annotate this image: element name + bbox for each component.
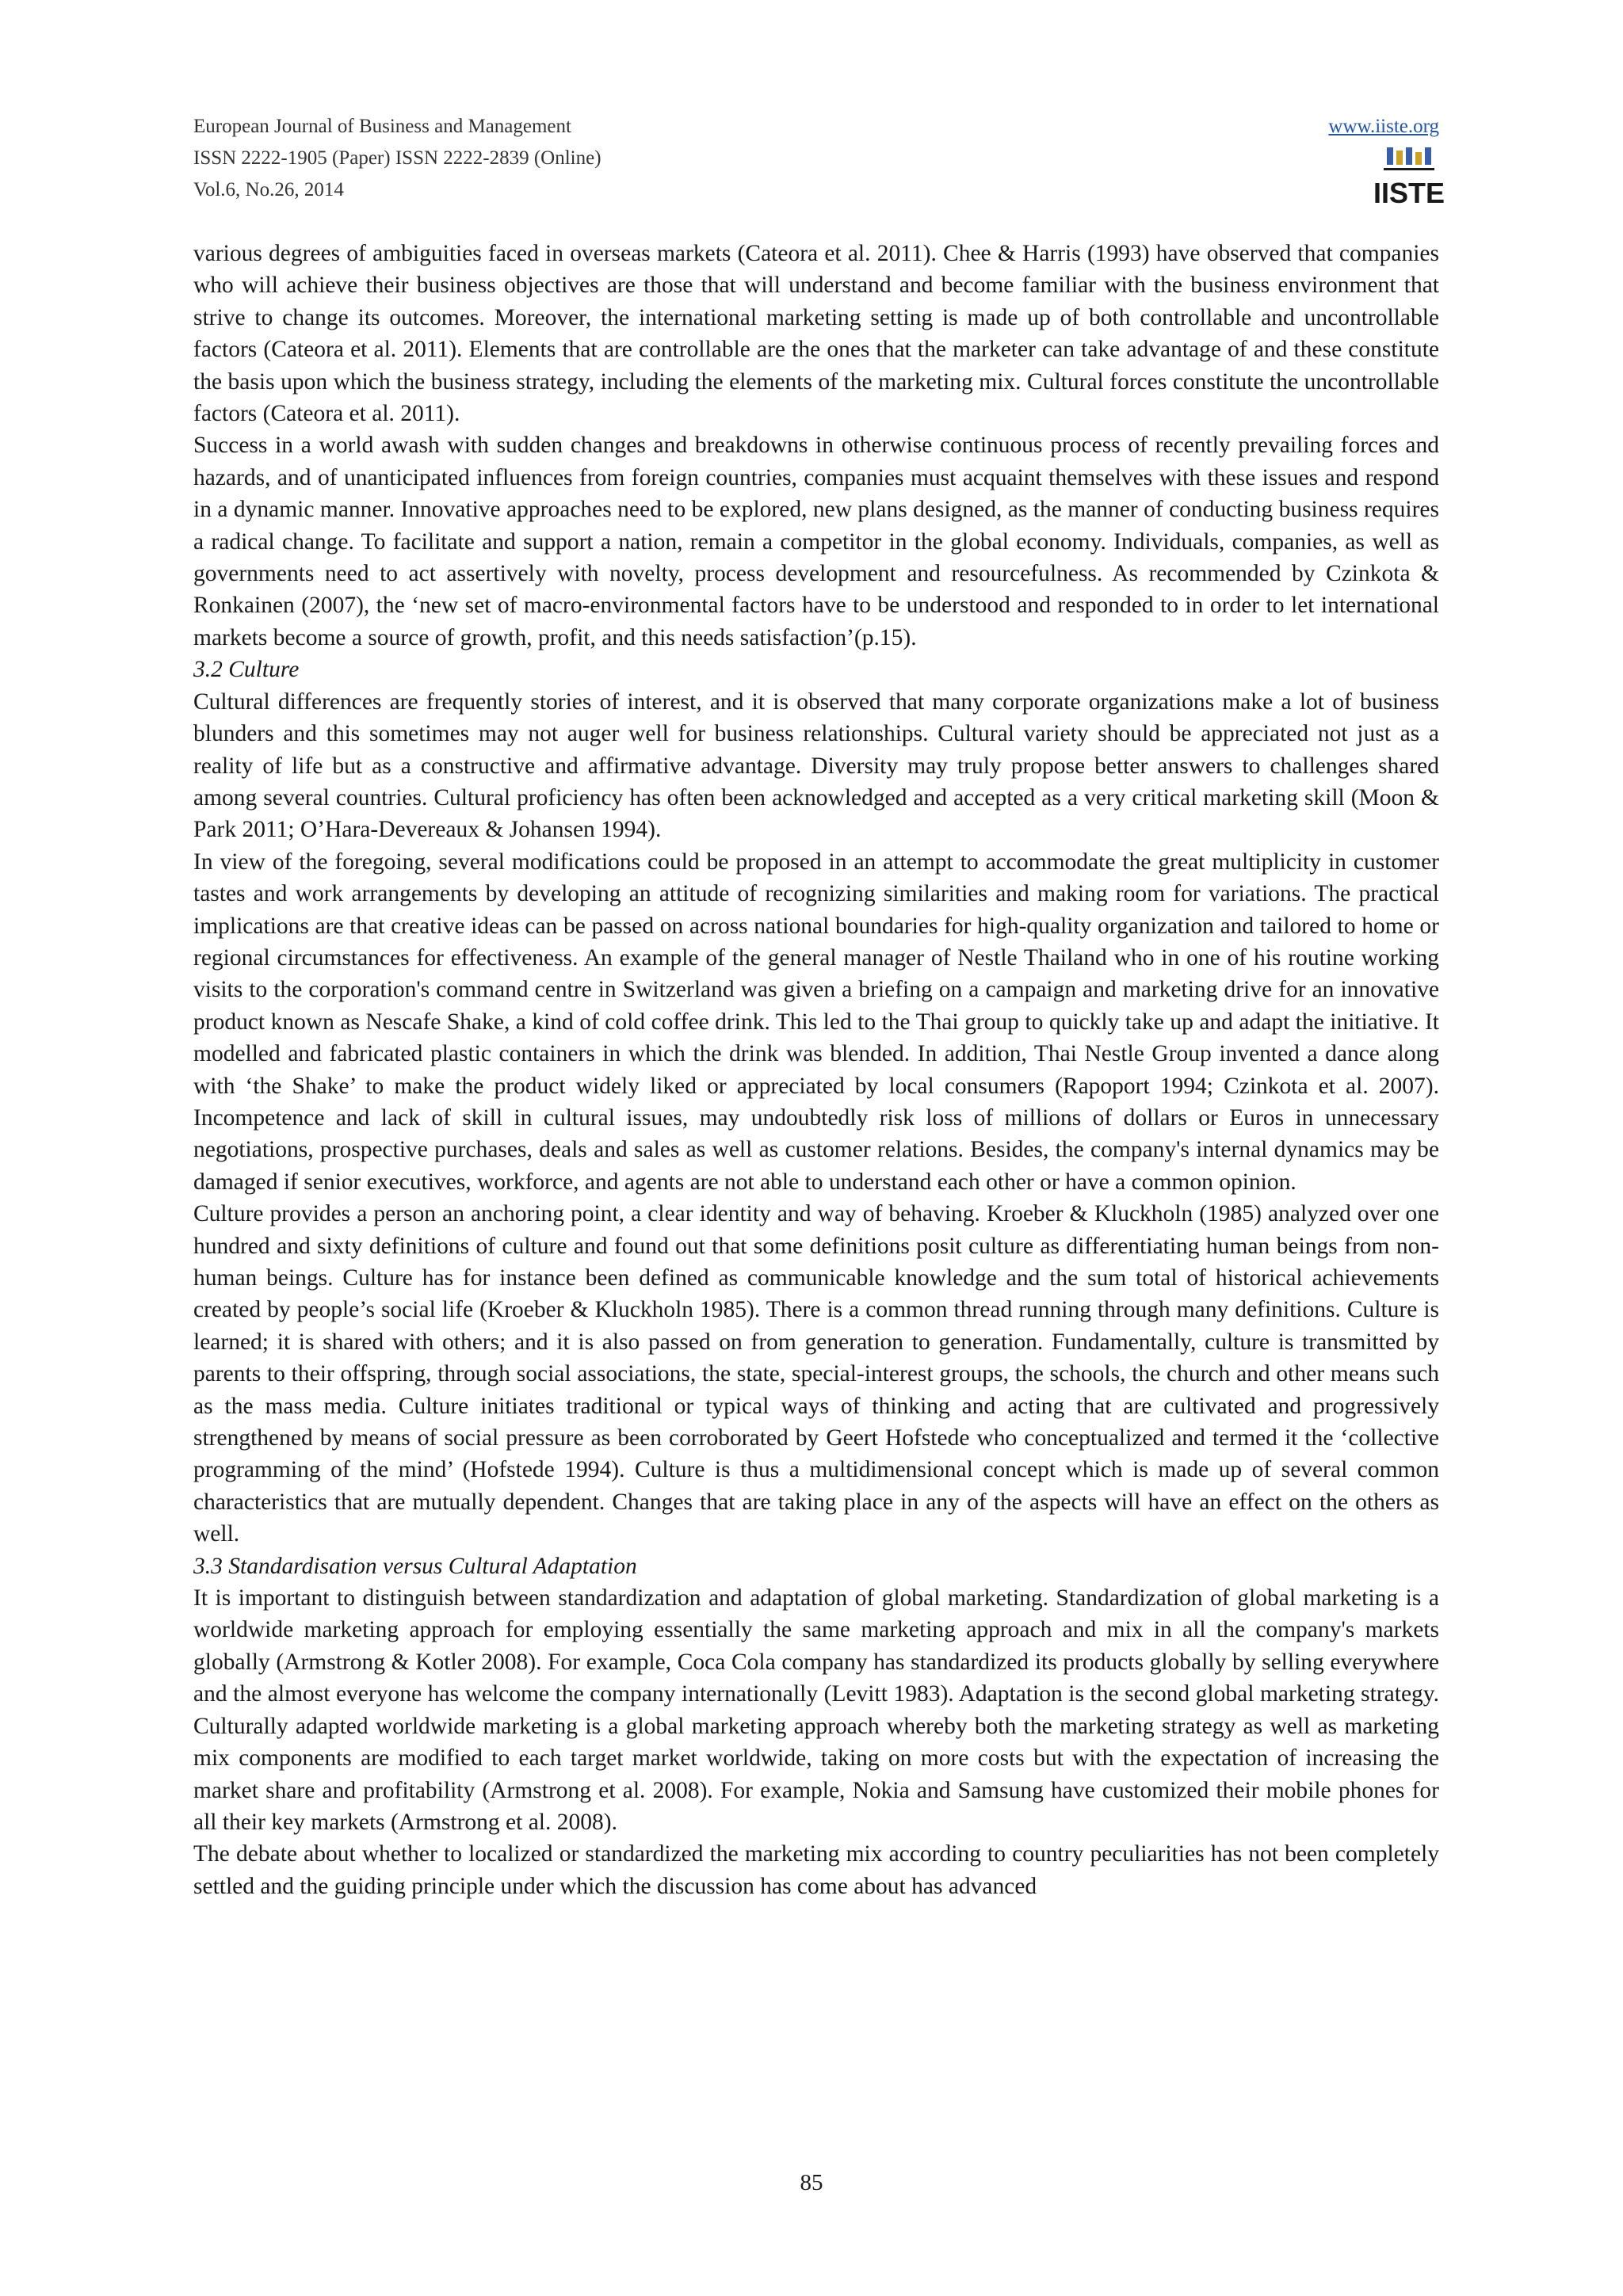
journal-volume: Vol.6, No.26, 2014 [193, 179, 344, 200]
paragraph-3: Cultural differences are frequently stories of interest, and it is observed that many corporate organizations make a lot of business blunders and this sometimes may not auger well for business relationships. Cultural variety should be appreciated not just as a reality of life but as a constructive and affirmative advantage. Diversity may truly propose better answers to challenges shared among several countries. Cultural proficiency has often been acknowledged and accepted as a very critical marketing skill (Moon & Park 2011; O’Hara-Devereaux & Johansen 1994). [193, 688, 1439, 843]
paragraph-6: It is important to distinguish between standardization and adaptation of global marketing. Standardization of global marketing is a worldwide marketing approach for employing essentially the same marketing approach and mix in all the company's markets globally (Armstrong & Kotler 2008). For example, Coca Cola company has standardized its products globally by selling everywhere and the almost everyone has welcome the company internationally (Levitt 1983). Adaptation is the second global marketing strategy. Culturally adapted worldwide marketing is a global marketing approach whereby both the marketing strategy as well as marketing mix components are modified to each target market worldwide, taking on more costs but with the expectation of increasing the market share and profitability (Armstrong et al. 2008). For example, Nokia and Samsung have customized their mobile phones for all their key markets (Armstrong et al. 2008). [193, 1585, 1439, 1835]
journal-title: European Journal of Business and Management [193, 116, 571, 137]
iiste-logo-icon [1373, 146, 1445, 209]
paragraph-7: The debate about whether to localized or standardized the marketing mix according to country peculiarities has not been completely settled and the guiding principle under which the discussion has come about has advanced [193, 1841, 1439, 1899]
journal-issn: ISSN 2222-1905 (Paper) ISSN 2222-2839 (Online) [193, 147, 601, 169]
paragraph-1: various degrees of ambiguities faced in overseas markets (Cateora et al. 2011). Chee & Harris (1993) have observed that companies who will achieve their business objectives are those that will understand and become familiar with the business environment that strive to change its outcomes. Moreover, the international marketing setting is made up of both controllable and uncontrollable factors (Cateora et al. 2011). Elements that are controllable are the ones that the marketer can take advantage of and these constitute the basis upon which the business strategy, including the elements of the marketing mix. Cultural forces constitute the uncontrollable factors (Cateora et al. 2011). [193, 241, 1439, 427]
page-header [193, 111, 1445, 214]
section-heading-culture: 3.2 Culture [193, 657, 300, 683]
page-number: 85 [800, 2170, 823, 2195]
paragraph-4: In view of the foregoing, several modifications could be proposed in an attempt to accommodate the great multiplicity in customer tastes and work arrangements by developing an attitude of recognizing similarities and making room for variations. The practical implications are that creative ideas can be passed on across national boundaries for high-quality organization and tailored to home or regional circumstances for effectiveness. An example of the general manager of Nestle Thailand who in one of his routine working visits to the corporation's command centre in Switzerland was given a briefing on a campaign and marketing drive for an innovative product known as Nescafe Shake, a kind of cold coffee drink. This led to the Thai group to quickly take up and adapt the initiative. It modelled and fabricated plastic containers in which the drink was blended. In addition, Thai Nestle Group invented a dance along with ‘the Shake’ to make the product widely liked or appreciated by local consumers (Rapoport 1994; Czinkota et al. 2007). Incompetence and lack of skill in cultural issues, may undoubtedly risk loss of millions of dollars or Euros in unnecessary negotiations, prospective purchases, deals and sales as well as customer relations. Besides, the company's internal dynamics may be damaged if senior executives, workforce, and agents are not able to understand each other or have a common opinion. [193, 849, 1439, 1195]
logo-lettering: IISTE [1373, 177, 1445, 209]
journal-info [193, 111, 601, 206]
article-body [193, 238, 1439, 1902]
paragraph-2: Success in a world awash with sudden changes and breakdowns in otherwise continuous process of recently prevailing forces and hazards, and of unanticipated influences from foreign countries, companies must acquaint themselves with these issues and respond in a dynamic manner. Innovative approaches need to be explored, new plans designed, as the manner of conducting business requires a radical change. To facilitate and support a nation, remain a competitor in the global economy. Individuals, companies, as well as governments need to act assertively with novelty, process development and resourcefulness. As recommended by Czinkota & Ronkainen (2007), the ‘new set of macro-environmental factors have to be understood and responded to in order to let international markets become a source of growth, profit, and this needs satisfaction’(p.15). [193, 433, 1439, 650]
section-heading-standardisation: 3.3 Standardisation versus Cultural Adaptation [193, 1553, 637, 1579]
paragraph-5: Culture provides a person an anchoring point, a clear identity and way of behaving. Kroeber & Kluckholn (1985) analyzed over one hundred and sixty definitions of culture and found out that some definitions posit culture as differentiating human beings from non-human beings. Culture has for instance been defined as communicable knowledge and the sum total of historical achievements created by people’s social life (Kroeber & Kluckholn 1985). There is a common thread running through many definitions. Culture is learned; it is shared with others; and it is also passed on from generation to generation. Fundamentally, culture is transmitted by parents to their offspring, through social associations, the state, special-interest groups, the schools, the church and other means such as the mass media. Culture initiates traditional or typical ways of thinking and acting that are cultivated and progressively strengthened by means of social pressure as been corroborated by Geert Hofstede who conceptualized and termed it the ‘collective programming of the mind’ (Hofstede 1994). Culture is thus a multidimensional concept which is made up of several common characteristics that are mutually dependent. Changes that are taking place in any of the aspects will have an effect on the others as well. [193, 1201, 1439, 1547]
journal-url-link[interactable]: www.iiste.org [1328, 116, 1439, 137]
